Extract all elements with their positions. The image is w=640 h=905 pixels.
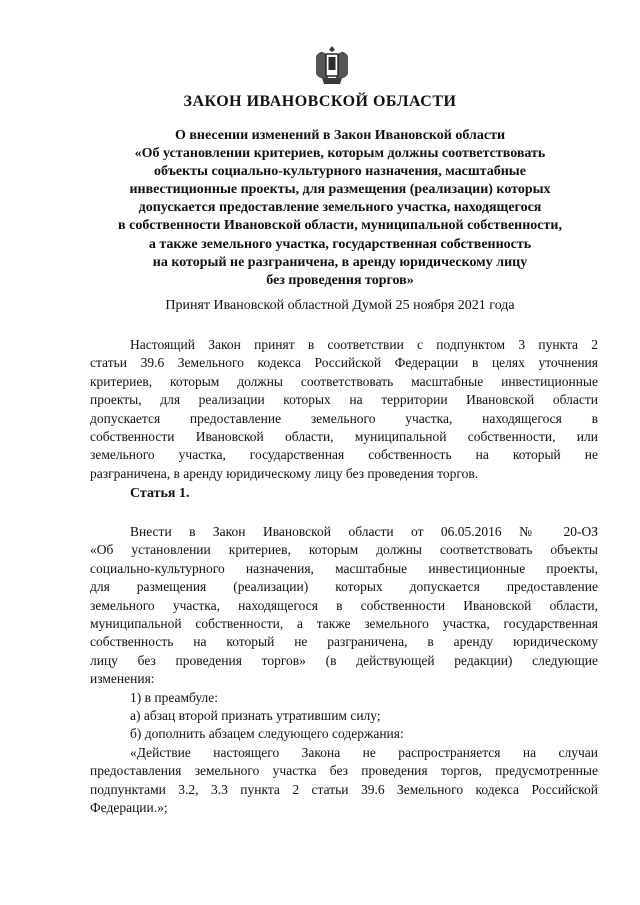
- text-line: Внести в Закон Ивановской области от 06.05.2016 № 20-ОЗ: [130, 524, 598, 539]
- text-line: земельного участка, находящегося в собственности Ивановской области,: [90, 597, 598, 613]
- text-line: социально-культурного назначения, масштабные инвестиционные проекты,: [90, 560, 598, 576]
- article-1-heading: Статья 1.: [130, 486, 190, 501]
- text-line: 1) в преамбуле:: [130, 689, 219, 705]
- subtitle-line: объекты социально-культурного назначения, масштабные: [154, 164, 526, 180]
- text-line: «Об установлении критериев, которым должны соответствовать объекты: [90, 542, 598, 558]
- subtitle-line: «Об установлении критериев, которым должны соответствовать: [134, 146, 546, 162]
- law-subtitle: [40, 127, 640, 290]
- text-line: муниципальной собственности, а также земельного участка, государственная: [90, 616, 598, 632]
- text-line: «Действие настоящего Закона не распространяется на случаи: [130, 744, 598, 760]
- subtitle-line: а также земельного участка, государственная собственность: [148, 236, 532, 252]
- text-line: проекты, для реализации которых на территории Ивановской области: [90, 392, 598, 408]
- text-line: статьи 39.6 Земельного кодекса Российской Федерации в целях уточнения: [90, 355, 598, 371]
- law-title: ЗАКОН ИВАНОВСКОЙ ОБЛАСТИ: [183, 93, 457, 110]
- text-line: Федерации.»;: [90, 800, 168, 816]
- adoption-date: Принят Ивановской областной Думой 25 ноября 2021 года: [165, 298, 515, 313]
- article-1-body: [90, 523, 598, 818]
- subtitle-line: на который не разграничена, в аренду юридическому лицу: [152, 254, 528, 270]
- text-line: лицу без проведения торгов» (в действующей редакции) следующие: [90, 652, 598, 668]
- subtitle-line: в собственности Ивановской области, муниципальной собственности,: [118, 218, 562, 234]
- text-line: а) абзац второй признать утратившим силу;: [130, 708, 381, 724]
- text-line: изменения:: [90, 671, 155, 687]
- text-line: разграничена, в аренду юридическому лицу без проведения торгов.: [90, 465, 479, 481]
- text-line: собственность на который не разграничена, в аренду юридическому: [90, 634, 598, 650]
- subtitle-line: инвестиционные проекты, для размещения (реализации) которых: [129, 182, 551, 198]
- text-line: критериев, которым должны соответствовать масштабные инвестиционные: [90, 373, 598, 389]
- text-line: земельного участка, государственная собственность на который не: [90, 447, 598, 463]
- text-line: предоставления земельного участка без проведения торгов, предусмотренные: [90, 763, 598, 779]
- text-line: подпунктами 3.2, 3.3 пункта 2 статьи 39.6 Земельного кодекса Российской: [90, 781, 598, 797]
- coat-of-arms-icon: [312, 44, 352, 86]
- subtitle-line: без проведения торгов»: [266, 272, 414, 288]
- subtitle-line: допускается предоставление земельного участка, находящегося: [138, 200, 542, 216]
- text-line: для размещения (реализации) которых допускается предоставление: [90, 579, 598, 595]
- text-line: собственности Ивановской области, муниципальной собственности, или: [90, 429, 598, 445]
- subtitle-line: О внесении изменений в Закон Ивановской области: [174, 128, 506, 143]
- text-line: б) дополнить абзацем следующего содержания:: [130, 726, 404, 742]
- intro-paragraph: [90, 336, 598, 483]
- text-line: Настоящий Закон принят в соответствии с подпунктом 3 пункта 2: [130, 337, 598, 352]
- text-line: допускается предоставление земельного участка, находящегося в: [90, 410, 598, 426]
